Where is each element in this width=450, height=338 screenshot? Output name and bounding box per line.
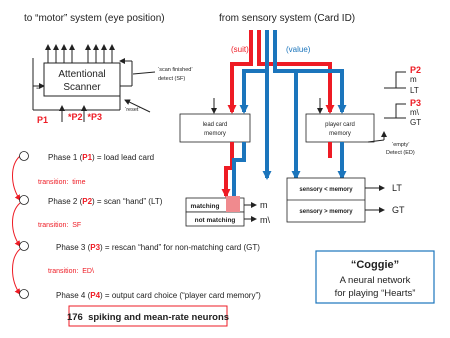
not-matching-output-m: m\ (260, 215, 270, 225)
phase-nodes (20, 152, 29, 299)
minus-sign: - (36, 83, 40, 94)
motor-header: to “motor” system (eye position) (24, 13, 165, 24)
sensory-greater-label: sensory > memory (299, 209, 353, 215)
phase-3-label: Phase 3 (P3) = rescan “hand” for non-matching card (GT) (56, 243, 260, 252)
attentional-label-2: Scanner (63, 82, 101, 93)
transition-1-label: transition: time (38, 179, 86, 186)
matching-label: matching (190, 203, 220, 210)
matching-output-m: m (260, 200, 268, 210)
transition-2-label: transition: SF (38, 222, 82, 229)
sensory-header: from sensory system (Card ID) (219, 13, 356, 24)
phase-transition-arrows (13, 156, 21, 294)
right-gt-label: GT (410, 118, 422, 127)
lead-card-memory-box (180, 114, 250, 142)
scan-finished-label-1: ‘scan finished’ (158, 67, 193, 73)
suit-label: (suit) (231, 45, 249, 54)
transition-3-label: transition: ED\ (48, 268, 94, 275)
coggie-line-1: A neural network (339, 275, 411, 286)
empty-detect-label-1: ‘empty’ (392, 142, 410, 148)
gt-label: GT (392, 205, 405, 215)
lt-label: LT (392, 183, 402, 193)
phase-1-label: Phase 1 (P1) = load lead card (48, 153, 155, 162)
p2p3-label: *P2 *P3 (68, 112, 103, 122)
p1-label: P1 (37, 115, 49, 125)
lead-card-label-1: lead card (202, 122, 228, 128)
player-card-memory-box (306, 114, 374, 142)
lead-card-label-2: memory (204, 131, 226, 137)
phase-4-node (20, 290, 29, 299)
right-logic-lines (384, 72, 406, 118)
phase-3-node (20, 242, 29, 251)
coggie-line-2: for playing “Hearts” (334, 288, 416, 299)
coggie-title: “Coggie” (350, 259, 400, 271)
phase-2-label: Phase 2 (P2) = scan “hand” (LT) (48, 197, 163, 206)
scan-finished-label-2: detect (SF) (158, 76, 186, 82)
neurons-note: 176 spiking and mean-rate neurons (66, 312, 230, 323)
right-lt-label: LT (410, 86, 419, 95)
sensory-less-label: sensory < memory (299, 187, 353, 193)
phase-1-node (20, 152, 29, 161)
right-m-not-label: m\ (410, 108, 419, 117)
player-card-label-2: memory (329, 131, 351, 137)
empty-detect-label-2: Detect (ED) (386, 150, 415, 156)
phase-4-label: Phase 4 (P4) = output card choice (“player card memory”) (56, 291, 261, 300)
not-matching-label: not matching (194, 217, 236, 224)
right-m-label: m (410, 75, 417, 84)
value-label: (value) (286, 45, 311, 54)
right-p3-label: P3 (410, 98, 422, 108)
reset-label: ‘reset’ (125, 107, 140, 113)
matching-input-block (226, 196, 240, 212)
player-card-label-1: player card (325, 122, 355, 128)
attentional-label-1: Attentional (58, 69, 106, 80)
phase-2-node (20, 196, 29, 205)
right-p2-label: P2 (410, 65, 422, 75)
